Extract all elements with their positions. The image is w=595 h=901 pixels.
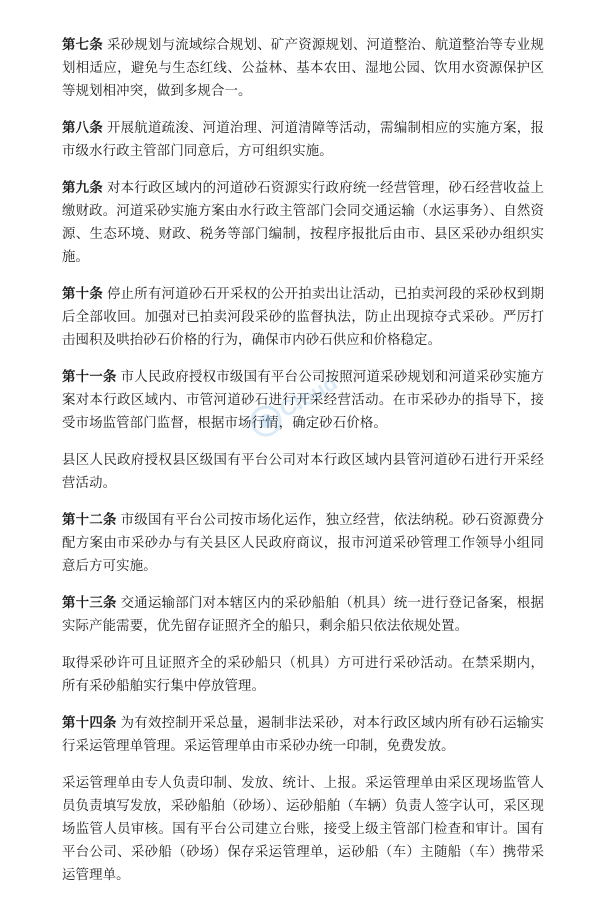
article-9 [62,177,544,269]
article-text: 采运管理单由专人负责印制、发放、统计、上报。采运管理单由采区现场监管人员负责填写发放，采砂船舶（砂场）、运砂船舶（车辆）负责人签字认可，采区现场监管人员审核。国有平台公司建立台账，接受上级主管部门检查和审计。国有平台公司、采砂船（砂场）保存采运管理单，运砂船（车）主随船（车）携带采运管理单。 [62,776,544,883]
article-7 [62,34,544,103]
article-number: 第十四条 [62,716,117,731]
article-13 [62,592,544,638]
article-number: 第十条 [62,287,103,302]
article-14 [62,712,544,758]
article-number: 第九条 [62,181,103,196]
article-number: 第十一条 [62,370,117,385]
document-body [62,34,544,901]
article-text: 县区人民政府授权县区级国有平台公司对本行政区域内县管河道砂石进行开采经营活动。 [62,453,544,491]
article-13-continued [62,652,544,698]
article-number: 第七条 [62,38,103,53]
article-text: 为有效控制开采总量，遏制非法采砂，对本行政区域内所有砂石运输实行采运管理单管理。采运管理单由市采砂办统一印制，免费发放。 [62,716,544,754]
article-text: 市人民政府授权市级国有平台公司按照河道采砂规划和河道采砂实施方案对本行政区域内、市管河道砂石进行开采经营活动。在市采砂办的指导下，接受市场监管部门监督，根据市场行情，确定砂石价格。 [62,370,544,431]
article-number: 第十二条 [62,513,117,528]
article-14-continued [62,772,544,887]
article-text: 停止所有河道砂石开采权的公开拍卖出让活动，已拍卖河段的采砂权到期后全部收回。加强对已拍卖河段采砂的监督执法，防止出现掠夺式采砂。严厉打击囤积及哄抬砂石价格的行为，确保市内砂石供应和价格稳定。 [62,287,544,348]
article-8 [62,117,544,163]
article-11-continued [62,449,544,495]
article-12 [62,509,544,578]
watermark-text: Cloud [275,369,342,423]
article-text: 开展航道疏浚、河道治理、河道清障等活动，需编制相应的实施方案，报市级水行政主管部门同意后，方可组织实施。 [62,121,544,159]
article-number: 第八条 [62,121,103,136]
article-number: 第十三条 [62,596,117,611]
article-text: 市级国有平台公司按市场化运作，独立经营，依法纳税。砂石资源费分配方案由市采砂办与有关县区人民政府商议，报市河道采砂管理工作领导小组同意后方可实施。 [62,513,544,574]
article-text: 交通运输部门对本辖区内的采砂船舶（机具）统一进行登记备案，根据实际产能需要，优先留存证照齐全的船只，剩余船只依法依规处置。 [62,596,544,634]
article-text: 采砂规划与流域综合规划、矿产资源规划、河道整治、航道整治等专业规划相适应，避免与生态红线、公益林、基本农田、湿地公园、饮用水资源保护区等规划相冲突，做到多规合一。 [62,38,544,99]
article-11 [62,366,544,435]
article-10 [62,283,544,352]
article-text: 对本行政区域内的河道砂石资源实行政府统一经营管理，砂石经营收益上缴财政。河道采砂实施方案由水行政主管部门会同交通运输（水运事务）、自然资源、生态环境、财政、税务等部门编制，按程序报批后由市、县区采砂办组织实施。 [62,181,544,265]
article-text: 取得采砂许可且证照齐全的采砂船只（机具）方可进行采砂活动。在禁采期内，所有采砂船舶实行集中停放管理。 [62,656,544,694]
